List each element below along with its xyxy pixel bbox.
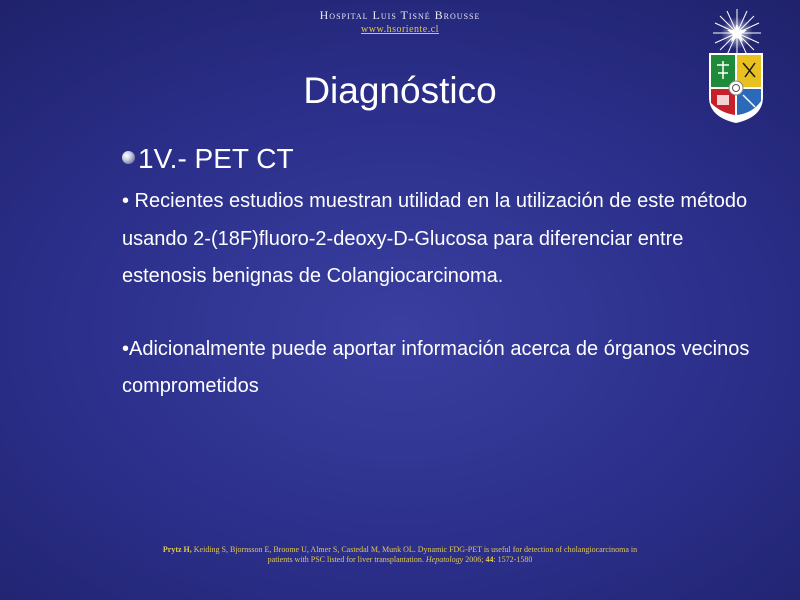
- reference-citation: [150, 545, 650, 565]
- hospital-name: Hospital Luis Tisné Brousse: [319, 8, 481, 22]
- body-paragraph: •Adicionalmente puede aportar información acerca de órganos vecinos comprometidos: [122, 337, 750, 397]
- citation-authors: Keiding S, Bjornsson E, Broome U, Almer S, Castedal M, Munk OL. Dynamic FDG-PET is useful for detection of cholangiocarcinoma in patients with PSC listed for liver transplantation.: [191, 545, 638, 564]
- slide-title: Diagnóstico: [303, 70, 497, 111]
- slide-subtitle: [122, 143, 294, 175]
- citation-journal: Hepatology: [425, 555, 464, 564]
- citation-volume: 44: [485, 555, 494, 564]
- slide-body: [122, 183, 750, 406]
- sphere-bullet-icon: [122, 151, 135, 164]
- body-paragraph: • Recientes estudios muestran utilidad en la utilización de este método usando 2-(18F)fluoro-2-deoxy-D-Glucosa para diferenciar entre estenosis benignas de Colangiocarcinoma.: [122, 190, 748, 287]
- citation-first-author: Prytz H,: [162, 545, 192, 554]
- slide-header: [0, 8, 800, 35]
- citation-year: 2006;: [463, 555, 486, 564]
- subtitle-text: 1V.- PET CT: [138, 143, 294, 174]
- paragraph-spacer: [122, 296, 750, 331]
- citation-pages: : 1572-1580: [493, 555, 533, 564]
- hospital-url-link[interactable]: www.hsoriente.cl: [361, 24, 439, 35]
